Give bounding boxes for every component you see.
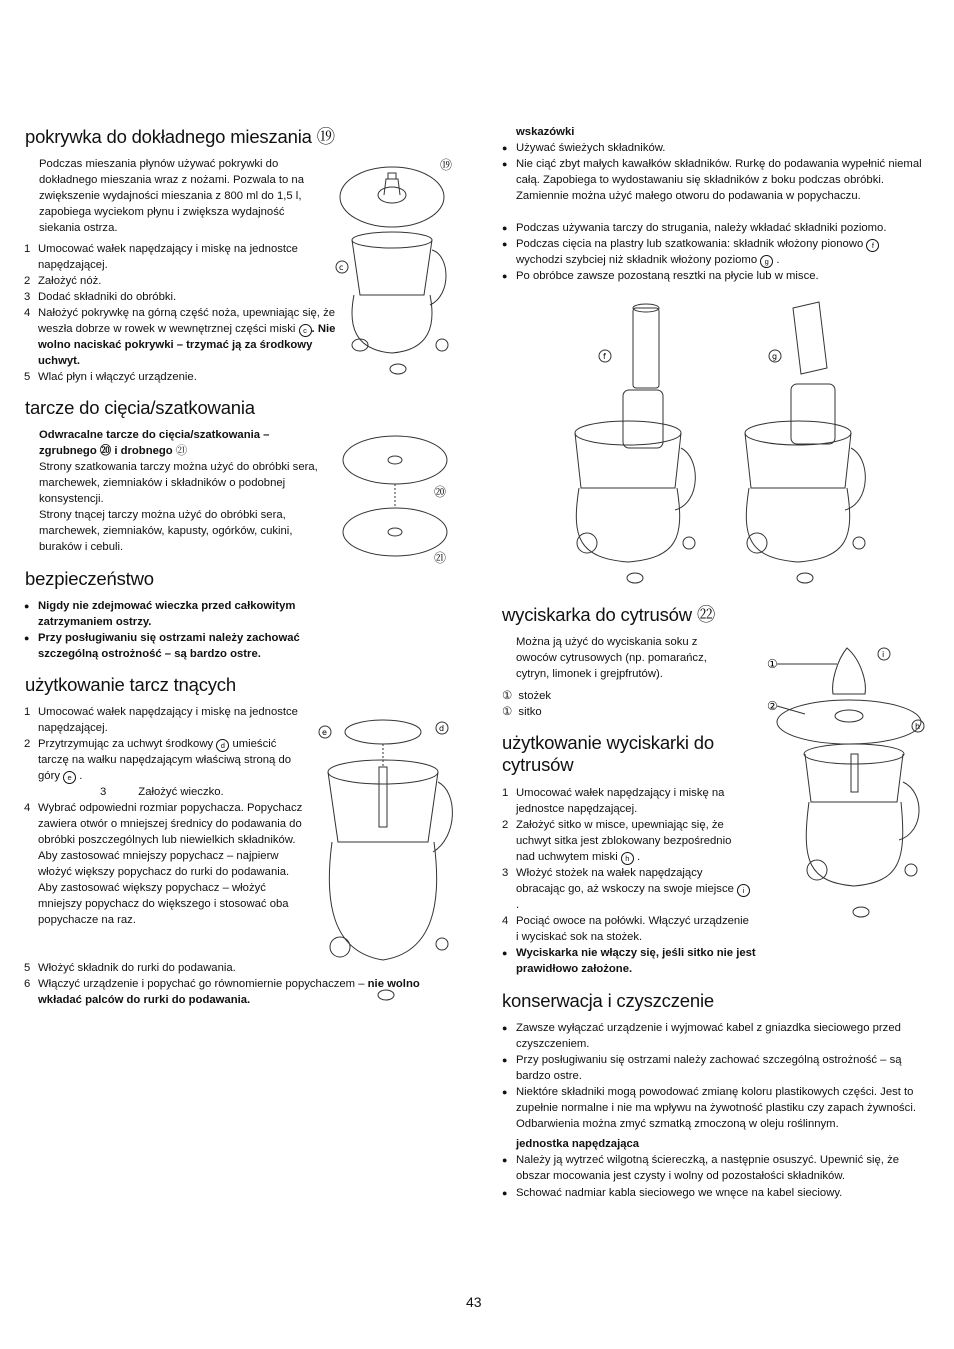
- mark-g: g: [760, 255, 773, 268]
- lid-step-3: 3 Dodać składniki do obróbki.: [24, 291, 177, 303]
- lid-intro: Podczas mieszania płynów używać pokrywki do dokładnego mieszania wraz z nożami. Pozwala to na zwiększenie wydajności mieszania z 800 ml do 1,5 l, zapobiega wyciekom płynu i zwiększa wydajność siekania ostrza.: [39, 158, 304, 234]
- heading-disc-use: użytkowanie tarcz tnących: [25, 674, 236, 695]
- figure-citrus-juicer: [765, 642, 935, 924]
- juicer-step-1: 1 Umocować wałek napędzający i miskę na jednostce napędzającej.: [502, 787, 725, 815]
- heading-juicer-use: użytkowanie wyciskarki do cytrusów: [502, 732, 714, 775]
- page-number: 43: [466, 1294, 482, 1310]
- heading-discs: tarcze do cięcia/szatkowania: [25, 397, 255, 418]
- mark-f: f: [866, 239, 879, 252]
- care-subheading: jednostka napędzająca: [516, 1138, 640, 1150]
- disc-step-2: 2 Przytrzymując za uchwyt środkowy d umieścić tarczę na wałku napędzającym właściwą stroną do góry e .: [24, 738, 292, 782]
- fig-label-e: e: [322, 728, 327, 737]
- juicer-part-1: ① stożek: [502, 690, 552, 702]
- fig-label-h: h: [915, 722, 921, 731]
- heading-lid: pokrywka do dokładnego mieszania ⑲: [25, 126, 335, 147]
- care-4: ● Należy ją wytrzeć wilgotną ściereczką, a następnie osuszyć. Upewnić się, że obszar mocowania jest czysty i wolny od pozostałości składników.: [502, 1154, 900, 1182]
- mark-i: i: [737, 884, 750, 897]
- juicer-part-2: ① sitko: [502, 706, 542, 718]
- discs-text: Odwracalne tarcze do cięcia/szatkowania – zgrubnego ⑳ i drobnego ㉑ Strony szatkowania tarczy można użyć do obróbki sera, marchewek, ziemniaków i składników o podobnej konsystencji. Strony tnącej tarczy można użyć do obróbki sera, marchewek, ziemniaków, kapusty, ogórków, cukini, buraków i cebuli.: [39, 429, 318, 553]
- fig-label-sieve: ②: [767, 699, 778, 713]
- mark-d: d: [216, 739, 229, 752]
- safety-bullet-1: ● Nigdy nie zdejmować wieczka przed całkowitym zatrzymaniem ostrzy.: [24, 600, 296, 628]
- hint-3: ● Podczas używania tarczy do strugania, należy wkładać składniki poziomo.: [502, 222, 887, 234]
- hint-1: ● Używać świeżych składników.: [502, 142, 666, 154]
- heading-care: konserwacja i czyszczenie: [502, 990, 714, 1011]
- care-2: ● Przy posługiwaniu się ostrzami należy zachować szczególną ostrożność – są bardzo ostre.: [502, 1054, 902, 1082]
- disc-step-4: 4 Wybrać odpowiedni rozmiar popychacza. Popychacz zawiera otwór o mniejszej średnicy do podawania do obróbki poszczególnych lub niewielkich składników. Aby zastosować mniejszy popychacz – najpierw włożyć większy popychacz do rurki do podawania. Aby zastosować większy popychacz – włożyć mniejszy popychacz do większego i stosować oba popychacze na raz.: [24, 802, 303, 926]
- fig-label-cone: ①: [767, 657, 778, 671]
- care-1: ● Zawsze wyłączać urządzenie i wyjmować kabel z gniazdka sieciowego przed czyszczeniem.: [502, 1022, 901, 1050]
- juicer-step-3: 3 Włożyć stożek na wałek napędzający obracając go, aż wskoczy na swoje miejsce i .: [502, 865, 752, 913]
- fig-label-g: g: [772, 352, 778, 361]
- fig-label-19: ⑲: [440, 158, 453, 172]
- mark-c: c: [299, 324, 312, 337]
- figure-discs: [340, 432, 460, 567]
- juicer-step-2: 2 Założyć sitko w misce, upewniając się, że uchwyt sitka jest zblokowany bezpośrednio nad uchwytem miski h .: [502, 819, 732, 863]
- figure-slicing-processors: [555, 298, 875, 590]
- disc-step-6: 6 Włączyć urządzenie i popychać go równomiernie popychaczem – nie wolno wkładać palców do rurki do podawania.: [24, 978, 420, 1006]
- lid-step-5: 5 Wlać płyn i włączyć urządzenie.: [24, 371, 197, 383]
- mark-h: h: [621, 852, 634, 865]
- lid-step-4: 4 Nałożyć pokrywkę na górną część noża, upewniając się, że weszła dobrze w rowek w wewnętrznej części miski c . Nie wolno naciskać pokrywki – trzymać ją za środkowy uchwyt.: [24, 307, 336, 367]
- hint-4: ● Podczas cięcia na plastry lub szatkowania: składnik włożony pionowo f wychodzi szybciej niż składnik włożony poziomo g .: [502, 236, 912, 268]
- disc-step-1: 1 Umocować wałek napędzający i miskę na jednostce napędzającej.: [24, 706, 298, 734]
- mark-e: e: [63, 771, 76, 784]
- safety-bullet-2: ● Przy posługiwaniu się ostrzami należy zachować szczególną ostrożność – są bardzo ostre.: [24, 632, 300, 660]
- heading-safety: bezpieczeństwo: [25, 568, 154, 589]
- disc-step-5: 5 Włożyć składnik do rurki do podawania.: [24, 962, 236, 974]
- heading-juicer: wyciskarka do cytrusów ㉒: [502, 604, 716, 625]
- fig-label-d: d: [439, 724, 445, 733]
- fig-label-c: c: [339, 263, 344, 272]
- juicer-bullet: ● Wyciskarka nie włączy się, jeśli sitko nie jest prawidłowo założone.: [502, 947, 756, 975]
- hints-heading: wskazówki: [516, 126, 575, 138]
- fig-label-20: ⑳: [434, 485, 447, 499]
- lid-step-1: 1 Umocować wałek napędzający i miskę na jednostce napędzającej.: [24, 243, 298, 271]
- fig-label-f: f: [603, 352, 606, 361]
- figure-disc-bowl: [318, 712, 460, 1004]
- hint-2: ● Nie ciąć zbyt małych kawałków składników. Rurkę do podawania wypełnić niemal całą. Zapobiega to wydostawaniu się składników z boku podczas obróbki. Zamiennie można użyć małego otworu do podawania w popychaczu.: [502, 158, 922, 202]
- care-3: ● Niektóre składniki mogą powodować zmianę koloru plastikowych części. Jest to zupełnie normalne i nie ma wpływu na żywotność plastiku czy zapach żywności. Odbarwienia można zmyć szmatką zmoczoną w oleju roślinnym.: [502, 1086, 916, 1130]
- fig-label-21: ㉑: [434, 551, 447, 565]
- juicer-step-4: 4 Pociąć owoce na połówki. Włączyć urządzenie i wyciskać sok na stożek.: [502, 915, 749, 943]
- fig-label-i: i: [882, 650, 885, 659]
- figure-lid-bowl: [330, 155, 460, 375]
- care-5: ● Schować nadmiar kabla sieciowego we wnęce na kabel sieciowy.: [502, 1187, 843, 1199]
- lid-step-2: 2 Założyć nóż.: [24, 275, 102, 287]
- disc-step-3: 3 Założyć wieczko.: [100, 786, 224, 798]
- juicer-intro: Można ją użyć do wyciskania soku z owoców cytrusowych (np. pomarańcz, cytryn, limonek i grejpfrutów).: [516, 636, 707, 680]
- hint-5: ● Po obróbce zawsze pozostaną resztki na płycie lub w misce.: [502, 270, 819, 282]
